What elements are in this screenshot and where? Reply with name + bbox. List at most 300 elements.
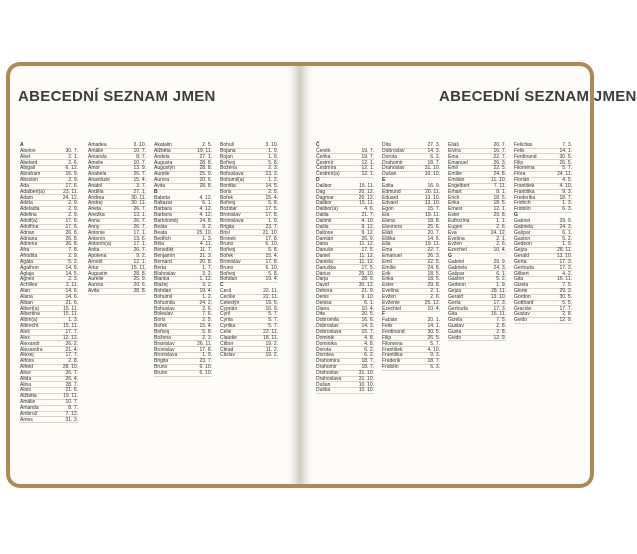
entry-name: Andrej bbox=[88, 200, 103, 207]
entry-name: Edvard bbox=[382, 200, 398, 207]
entry-date: 20. 7. bbox=[427, 229, 440, 236]
entry-name: Daltone bbox=[316, 229, 334, 236]
entry-date: 4. 8. bbox=[364, 340, 374, 347]
entry-date: 22. 7. bbox=[493, 153, 506, 160]
entry-name: Bronislav bbox=[220, 212, 241, 219]
entry-date: 13. 10. bbox=[424, 194, 440, 201]
entry-date: 4. 12. bbox=[199, 206, 212, 213]
entry-date: 11. 12. bbox=[359, 258, 374, 265]
entry-date: 15. 4. bbox=[265, 253, 278, 260]
entry-date: 21. 10. bbox=[262, 229, 278, 236]
entry-date: 2. 8. bbox=[562, 311, 572, 318]
entry-name: Glorie bbox=[514, 288, 528, 295]
entry-name: Běla bbox=[154, 241, 165, 248]
entry-date: 30. 5. bbox=[427, 329, 440, 335]
entry-date: 5. 5. bbox=[562, 299, 572, 306]
entry-name: Erika bbox=[382, 276, 394, 283]
entry-name: Bořivoj bbox=[220, 270, 236, 277]
entry-date: 15. 7. bbox=[427, 206, 440, 213]
entry-name: Frederika bbox=[514, 194, 536, 201]
entry-date: 8. 7. bbox=[68, 404, 78, 411]
entry-name: Bohdan bbox=[220, 276, 238, 283]
entry-date: 1. 3. bbox=[562, 200, 572, 207]
entry-name: Evžen bbox=[382, 293, 396, 300]
entry-date: 19. 7. bbox=[361, 153, 374, 160]
entry-date: 24. 8. bbox=[199, 217, 212, 224]
entry-name: Dita bbox=[316, 311, 325, 318]
entry-name: Alice bbox=[20, 369, 31, 376]
entry-date: 31. 10. bbox=[358, 375, 374, 382]
entry-date: 22. 5. bbox=[493, 165, 506, 172]
entry-name: Bruno bbox=[154, 369, 168, 376]
entry-name: Drahomír bbox=[316, 364, 337, 371]
entry-date: 16. 9. bbox=[65, 171, 78, 178]
entry-name: Cyrila bbox=[220, 317, 233, 324]
entry-date: 30. 5. bbox=[559, 153, 572, 160]
entry-name: Abelon bbox=[20, 147, 36, 154]
entry-date: 9. 10. bbox=[361, 293, 374, 300]
entry-date: 28. 8. bbox=[199, 159, 212, 166]
entry-date: 22. 11. bbox=[263, 329, 278, 335]
entry-date: 14. 3. bbox=[427, 147, 440, 154]
entry-name: Antonín(a) bbox=[88, 241, 112, 248]
entry-date: 31. 10. bbox=[424, 165, 440, 172]
entry-date: 10. 7. bbox=[133, 159, 146, 166]
entry-date: 7. 6. bbox=[202, 311, 212, 318]
entry-date: 25. 10. bbox=[358, 270, 374, 277]
entry-name: Daniela bbox=[316, 258, 333, 265]
entry-name: Danuše bbox=[316, 247, 334, 254]
entry-date: 26. 7. bbox=[133, 223, 146, 230]
entry-date: 12. 1. bbox=[493, 206, 506, 213]
entry-name: Filoména bbox=[514, 165, 535, 172]
entry-date: 1. 9. bbox=[496, 282, 506, 289]
letter-heading-text: G bbox=[448, 253, 452, 260]
entry-date: 6. 3. bbox=[430, 364, 440, 371]
entry-date: 7. 8. bbox=[68, 247, 78, 254]
entry-name: Gusta bbox=[448, 329, 462, 335]
entry-name: Bohumil bbox=[154, 293, 173, 300]
entry-date: 19. 11. bbox=[425, 241, 440, 248]
letter-heading-text: G bbox=[514, 212, 518, 219]
entry-name: Gita bbox=[514, 276, 524, 283]
entry-date: 2. 5. bbox=[202, 317, 212, 324]
entry-date: 7. 3. bbox=[562, 142, 572, 148]
letter-heading-text: E bbox=[382, 177, 386, 184]
entry-date: 7. 12. bbox=[65, 410, 78, 417]
entry-date: 18. 5. bbox=[427, 276, 440, 283]
name-entry bbox=[88, 289, 146, 295]
entry-name: David bbox=[316, 282, 329, 289]
entry-date: 9. 12. bbox=[361, 223, 374, 230]
entry-name: Darja bbox=[316, 276, 328, 283]
letter-heading-text: F bbox=[382, 311, 386, 318]
entry-date: 30. 11. bbox=[131, 194, 146, 201]
entry-name: Dominika bbox=[316, 340, 337, 347]
entry-date: 20. 5. bbox=[361, 311, 374, 318]
entry-date: 2. 9. bbox=[68, 212, 78, 219]
entry-date: 4. 8. bbox=[364, 334, 374, 341]
entry-name: Bruno bbox=[220, 264, 234, 271]
entry-name: Bronislava bbox=[154, 352, 178, 359]
entry-name: Bruno bbox=[154, 364, 168, 371]
entry-name: Anděla bbox=[88, 188, 104, 195]
entry-date: 6. 10. bbox=[265, 241, 278, 248]
entry-date: 14. 8. bbox=[65, 264, 78, 271]
entry-name: Achilles bbox=[20, 282, 38, 289]
entry-date: 25. 6. bbox=[427, 223, 440, 230]
entry-date: 22. 7. bbox=[427, 247, 440, 254]
entry-date: 2. 8. bbox=[496, 323, 506, 330]
name-column bbox=[220, 143, 278, 359]
entry-name: Aleš bbox=[20, 329, 30, 335]
entry-date: 23. 11. bbox=[63, 188, 78, 195]
entry-date: 12. 1. bbox=[133, 258, 146, 265]
entry-name: Felicitas bbox=[514, 142, 533, 148]
entry-name: Blahoslav bbox=[154, 270, 176, 277]
entry-name: Gaston bbox=[514, 235, 531, 242]
entry-name: Dalila bbox=[316, 212, 329, 219]
entry-name: Blanka bbox=[154, 276, 170, 283]
name-entry bbox=[316, 388, 374, 394]
entry-date: 29. 9. bbox=[493, 258, 506, 265]
entry-date: 19. 5. bbox=[265, 299, 278, 306]
entry-date: 6. 10. bbox=[199, 369, 212, 376]
entry-name: Bořek bbox=[220, 194, 234, 201]
entry-date: 26. 2. bbox=[65, 340, 78, 347]
entry-name: Cecílie bbox=[220, 293, 236, 300]
entry-date: 2. 6. bbox=[202, 305, 212, 312]
entry-date: 15. 11. bbox=[131, 264, 146, 271]
entry-name: Dobromila bbox=[316, 317, 339, 324]
entry-date: 2. 3. bbox=[268, 165, 278, 172]
entry-name: Gaston bbox=[448, 276, 465, 283]
entry-name: Cecil bbox=[220, 288, 232, 295]
entry-name: Felix bbox=[382, 323, 393, 330]
entry-date: 14. 5. bbox=[65, 270, 78, 277]
entry-date: 3. 2. bbox=[202, 270, 212, 277]
entry-date: 4. 12. bbox=[199, 212, 212, 219]
entry-name: Benedikt bbox=[154, 247, 174, 254]
entry-date: 12. 1. bbox=[361, 171, 374, 178]
entry-date: 17. 3. bbox=[559, 264, 572, 271]
entry-name: Dalila bbox=[316, 223, 329, 230]
entry-date: 23. 7. bbox=[265, 223, 278, 230]
entry-date: 14. 1. bbox=[559, 147, 572, 154]
entry-name: Bronislav bbox=[154, 346, 175, 353]
entry-name: Ella bbox=[382, 241, 391, 248]
entry-date: 6. 2. bbox=[430, 153, 440, 160]
entry-date: 20. 8. bbox=[199, 258, 212, 265]
entry-date: 11. 7. bbox=[199, 247, 212, 254]
entry-name: Dag bbox=[316, 188, 326, 195]
entry-name: Albín(a) bbox=[20, 317, 38, 324]
entry-name: Ferdinand bbox=[382, 329, 405, 335]
entry-date: 29. 8. bbox=[427, 282, 440, 289]
entry-date: 26. 3. bbox=[493, 159, 506, 166]
entry-date: 17. 6. bbox=[65, 223, 78, 230]
entry-date: 6. 10. bbox=[265, 264, 278, 271]
entry-name: Gustav bbox=[448, 323, 464, 330]
entry-name: Ezechiel bbox=[448, 247, 467, 254]
entry-name: Daniel bbox=[316, 253, 331, 260]
entry-name: Ferdinand bbox=[514, 153, 537, 160]
entry-name: Artur bbox=[88, 264, 99, 271]
entry-date: 17. 7. bbox=[65, 329, 78, 335]
entry-date: 10. 4. bbox=[361, 305, 374, 312]
entry-date: 10. 10. bbox=[358, 381, 374, 388]
entry-date: 18. 7. bbox=[559, 194, 572, 201]
entry-name: Edmund bbox=[382, 188, 401, 195]
entry-name: Bohumila bbox=[154, 299, 175, 306]
book-spine bbox=[298, 66, 302, 484]
entry-name: Adolfína bbox=[20, 223, 39, 230]
entry-date: 26. 11. bbox=[197, 340, 212, 347]
entry-date: 5. 2. bbox=[496, 276, 506, 283]
entry-date: 2. 9. bbox=[68, 206, 78, 213]
entry-date: 24. 11. bbox=[557, 171, 572, 178]
entry-date: 14. 5. bbox=[265, 182, 278, 189]
entry-name: Diana bbox=[316, 305, 330, 312]
entry-name: Dorota bbox=[382, 153, 398, 160]
entry-name: Edita bbox=[382, 182, 394, 189]
entry-date: 4. 12. bbox=[199, 194, 212, 201]
entry-name: Dobroslava bbox=[316, 329, 342, 335]
entry-name: Boleslav bbox=[154, 311, 173, 318]
name-column bbox=[20, 143, 78, 424]
entry-date: 26. 8. bbox=[65, 241, 78, 248]
entry-name: Alida bbox=[20, 375, 32, 382]
entry-name: Brigita bbox=[154, 358, 169, 365]
entry-date: 18. 5. bbox=[493, 200, 506, 207]
entry-date: 25. 12. bbox=[424, 299, 440, 306]
entry-name: Celie bbox=[220, 329, 232, 335]
entry-name: Aurora bbox=[154, 177, 170, 184]
entry-date: 21. 6. bbox=[65, 387, 78, 394]
entry-name: Erik bbox=[382, 270, 391, 277]
entry-date: 17. 1. bbox=[133, 241, 146, 248]
entry-name: Abraham bbox=[20, 171, 41, 178]
entry-name: Elvíra bbox=[448, 147, 461, 154]
entry-date: 5. 8. bbox=[268, 159, 278, 166]
entry-date: 5. 8. bbox=[268, 270, 278, 277]
entry-name: Flóra bbox=[514, 171, 526, 178]
entry-date: 19. 7. bbox=[361, 147, 374, 154]
entry-date: 1. 9. bbox=[268, 153, 278, 160]
entry-name: Adam bbox=[20, 194, 34, 201]
entry-name: Agnes bbox=[20, 276, 35, 283]
entry-name: Brigita bbox=[220, 223, 235, 230]
entry-name: Eufrozína bbox=[448, 217, 470, 224]
entry-date: 5. 2. bbox=[562, 235, 572, 242]
entry-date: 26. 8. bbox=[65, 235, 78, 242]
name-entry bbox=[514, 318, 572, 324]
entry-date: 18. 7. bbox=[361, 364, 374, 371]
entry-name: Gordon bbox=[514, 293, 531, 300]
entry-date: 2. 5. bbox=[202, 142, 212, 148]
entry-name: Eugen bbox=[448, 223, 463, 230]
entry-date: 15. 4. bbox=[133, 177, 146, 184]
entry-date: 3. 7. bbox=[136, 182, 146, 189]
entry-date: 28. 8. bbox=[133, 288, 146, 295]
entry-date: 17. 5. bbox=[265, 206, 278, 213]
entry-date: 6. 3. bbox=[562, 206, 572, 213]
entry-name: Barbora bbox=[154, 212, 172, 219]
entry-name: Amálie bbox=[20, 399, 36, 406]
entry-date: 22. 11. bbox=[263, 293, 278, 300]
entry-date: 28. 7. bbox=[65, 381, 78, 388]
entry-name: Bořivoj bbox=[154, 329, 170, 335]
entry-name: Anežka bbox=[88, 212, 105, 219]
entry-name: Alina bbox=[20, 381, 32, 388]
entry-name: Adolf(a) bbox=[20, 217, 38, 224]
entry-name: Bořek bbox=[154, 323, 168, 330]
entry-name: Emanuel bbox=[382, 253, 402, 260]
entry-name: Ema bbox=[448, 153, 459, 160]
entry-name: Alan bbox=[20, 288, 31, 295]
entry-date: 6. 1. bbox=[562, 229, 572, 236]
entry-date: 29. 8. bbox=[493, 212, 506, 219]
entry-date: 15. 4. bbox=[199, 323, 212, 330]
entry-name: Gejza bbox=[448, 288, 462, 295]
entry-name: Engelbert bbox=[448, 182, 470, 189]
entry-name: Agathon bbox=[20, 264, 39, 271]
entry-name: Františka bbox=[514, 188, 535, 195]
entry-date: 31. 3. bbox=[199, 253, 212, 260]
entry-date: 21. 7. bbox=[361, 212, 374, 219]
entry-date: 25. 10. bbox=[196, 229, 212, 236]
entry-date: 2. 1. bbox=[68, 153, 78, 160]
entry-name: Emilián bbox=[448, 177, 465, 184]
entry-date: 10. 7. bbox=[133, 147, 146, 154]
entry-date: 28. 8. bbox=[199, 165, 212, 172]
entry-date: 4. 10. bbox=[361, 217, 374, 224]
entry-date: 9. 12. bbox=[361, 229, 374, 236]
entry-date: 10. 7. bbox=[65, 399, 78, 406]
entry-name: Erika bbox=[448, 200, 460, 207]
entry-name: Barbara bbox=[154, 206, 172, 213]
entry-date: 9. 3. bbox=[562, 188, 572, 195]
entry-date: 5. 8. bbox=[202, 329, 212, 335]
entry-date: 9. 2. bbox=[136, 253, 146, 260]
entry-date: 11. 10. bbox=[491, 177, 506, 184]
entry-name: Albrecht bbox=[20, 323, 39, 330]
entry-name: Ctibor bbox=[220, 340, 234, 347]
entry-date: 1. 9. bbox=[562, 241, 572, 248]
entry-date: 23. 7. bbox=[199, 358, 212, 365]
entry-date: 17. 7. bbox=[65, 352, 78, 359]
entry-date: 8. 1. bbox=[496, 188, 506, 195]
entry-date: 1. 1. bbox=[496, 217, 506, 224]
entry-name: Augustýn bbox=[154, 165, 175, 172]
entry-name: Bohumil(a) bbox=[220, 177, 245, 184]
entry-date: 19. 4. bbox=[265, 276, 278, 283]
entry-name: Gerta bbox=[448, 299, 461, 306]
entry-date: 9. 2. bbox=[202, 223, 212, 230]
entry-date: 2. 6. bbox=[430, 293, 440, 300]
entry-name: Alexandr bbox=[20, 340, 40, 347]
entry-name: Branislav bbox=[154, 340, 175, 347]
entry-name: Celestýn bbox=[220, 299, 240, 306]
entry-date: 26. 7. bbox=[65, 369, 78, 376]
entry-name: Emílie bbox=[382, 264, 396, 271]
entry-name: Gizela bbox=[448, 317, 463, 324]
entry-name: Ctirad bbox=[220, 346, 234, 353]
entry-date: 15. 11. bbox=[63, 323, 78, 330]
entry-name: Evženie bbox=[382, 299, 400, 306]
entry-date: 7. 5. bbox=[496, 317, 506, 324]
entry-date: 10. 10. bbox=[358, 387, 374, 394]
entry-date: 28. 11. bbox=[491, 288, 506, 295]
entry-date: 26. 7. bbox=[133, 171, 146, 178]
entry-name: Elena bbox=[382, 217, 395, 224]
entry-date: 1. 3. bbox=[202, 235, 212, 242]
entry-date: 27. 1. bbox=[133, 188, 146, 195]
entry-name: Abigail bbox=[20, 165, 36, 172]
entry-name: Drahomír bbox=[382, 159, 403, 166]
entry-name: Gedeon bbox=[448, 282, 466, 289]
entry-name: Avita bbox=[88, 288, 100, 295]
entry-name: Eliška bbox=[382, 235, 396, 242]
entry-date: 13. 9. bbox=[133, 165, 146, 172]
entry-date: 25. 9. bbox=[133, 276, 146, 283]
entry-date: 21. 4. bbox=[65, 346, 78, 353]
entry-date: 5. 7. bbox=[430, 340, 440, 347]
entry-name: Aglaja bbox=[20, 270, 34, 277]
entry-date: 2. 6. bbox=[496, 223, 506, 230]
entry-date: 12. 1. bbox=[361, 159, 374, 166]
entry-name: Božena bbox=[154, 334, 171, 341]
entry-name: Amelie bbox=[88, 159, 104, 166]
entry-name: Ema bbox=[382, 247, 393, 254]
entry-date: 1. 9. bbox=[268, 217, 278, 224]
entry-date: 16. 9. bbox=[265, 305, 278, 312]
entry-name: Gotthard bbox=[514, 299, 534, 306]
entry-date: 13. 10. bbox=[490, 293, 506, 300]
entry-name: Čeněk bbox=[316, 147, 331, 154]
entry-date: 2. 1. bbox=[496, 235, 506, 242]
entry-date: 14. 3. bbox=[361, 323, 374, 330]
entry-name: Božena bbox=[220, 165, 237, 172]
entry-name: Drahomíra bbox=[316, 358, 340, 365]
entry-name: Cyril bbox=[220, 311, 230, 318]
name-column bbox=[448, 143, 506, 342]
entry-name: Brisl bbox=[220, 229, 230, 236]
entry-name: Amos bbox=[20, 416, 33, 423]
entry-name: Evelína bbox=[382, 288, 399, 295]
entry-name: Abelard bbox=[20, 159, 38, 166]
entry-name: Dalibor(a) bbox=[316, 206, 338, 213]
entry-name: Amanda bbox=[88, 153, 107, 160]
entry-date: 6. 12. bbox=[65, 165, 78, 172]
letter-heading-text: D bbox=[316, 177, 320, 184]
entry-date: 1. 3. bbox=[68, 317, 78, 324]
entry-name: Beáta bbox=[154, 223, 168, 230]
entry-date: 30. 5. bbox=[559, 293, 572, 300]
entry-date: 26. 9. bbox=[361, 235, 374, 242]
entry-name: Augustin bbox=[88, 270, 108, 277]
entry-date: 17. 5. bbox=[361, 247, 374, 254]
entry-date: 6. 2. bbox=[364, 346, 374, 353]
entry-date: 2. 1. bbox=[430, 288, 440, 295]
entry-name: Alexandra bbox=[20, 346, 43, 353]
entry-name: Eva bbox=[448, 229, 457, 236]
entry-date: 4. 10. bbox=[559, 182, 572, 189]
entry-name: Drahoslava bbox=[316, 375, 342, 382]
entry-name: Alois bbox=[20, 387, 31, 394]
entry-date: 18. 8. bbox=[427, 217, 440, 224]
entry-date: 18. 7. bbox=[427, 358, 440, 365]
